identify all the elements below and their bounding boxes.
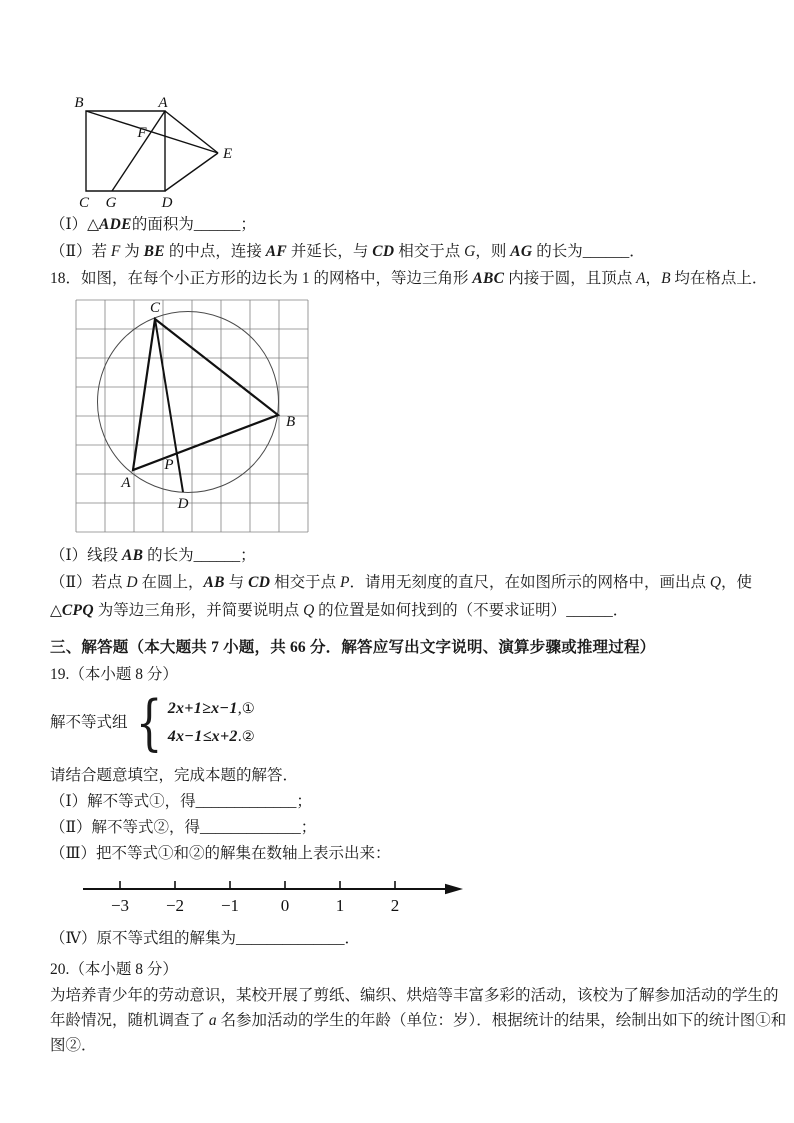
text-segment: ______________ <box>236 930 345 947</box>
text-segment: CD <box>372 243 395 260</box>
point-label-B: B <box>286 414 296 430</box>
text-segment: ． <box>629 243 645 260</box>
q19-title: 19.（本小题 8 分） <box>50 666 178 683</box>
text-segment: 2x+1≥x−1 <box>167 700 238 717</box>
text-segment: AG <box>510 243 533 260</box>
tick-label-2: 2 <box>390 896 400 915</box>
point-label-A: A <box>121 475 131 491</box>
text-segment: （Ⅰ） <box>50 216 88 233</box>
text-segment: _____________ <box>195 793 297 810</box>
q18-part2-line2 <box>50 596 748 625</box>
text-segment: （Ⅳ）原不等式组的解集为 <box>50 930 236 947</box>
text-segment: （Ⅱ）解不等式②，得 <box>50 819 201 836</box>
tick-label-neg3: −3 <box>110 896 130 915</box>
text-segment: （Ⅰ）解不等式①，得 <box>50 793 196 810</box>
text-segment: 名参加活动的学生的年龄（单位：岁）．根据统计的结果，绘制出如下的统计图①和 <box>216 1012 787 1029</box>
triangle-abc <box>133 319 278 470</box>
text-segment: （Ⅱ）若点 <box>50 574 127 591</box>
text-segment: ______ <box>566 602 613 619</box>
axis-arrowhead <box>445 884 463 894</box>
text-segment: 的面积为 <box>131 216 194 233</box>
text-segment: . <box>237 728 242 745</box>
q19-intro: 请结合题意填空，完成本题的解答． <box>50 767 299 784</box>
text-segment: 的中点，连接 <box>164 243 266 260</box>
text-segment: 4x−1≤x+2 <box>167 728 238 745</box>
text-segment: ； <box>296 793 312 810</box>
q18-part2-line1 <box>50 569 753 596</box>
q20-title: 20.（本小题 8 分） <box>50 961 178 978</box>
text-segment: ______ <box>582 243 630 260</box>
inequality-2 <box>168 724 255 750</box>
text-segment: 相交于点 <box>270 574 340 591</box>
q19-part4 <box>50 925 748 952</box>
q20-text-line2 <box>50 1008 787 1033</box>
text-segment: B <box>661 270 671 287</box>
text-segment: （Ⅲ）把不等式①和②的解集在数轴上表示出来： <box>50 845 391 862</box>
tick-label-neg1: −1 <box>220 896 240 915</box>
point-label-B: B <box>74 95 84 111</box>
system-brace: { <box>135 688 162 758</box>
text-segment: 与 <box>224 574 249 591</box>
text-segment: ______ <box>193 547 241 564</box>
inequality-equations <box>168 696 255 750</box>
point-label-C: C <box>149 300 161 316</box>
text-segment: Q <box>303 602 315 619</box>
q19-part1 <box>50 789 748 815</box>
text-segment: 内接于圆，且顶点 <box>504 270 637 287</box>
text-segment: 在圆上， <box>137 574 204 591</box>
point-label-P: P <box>164 457 174 473</box>
text-segment: 为等边三角形，并简要说明点 <box>93 602 304 619</box>
figure-18-grid <box>62 296 318 536</box>
text-segment: ； <box>240 216 256 233</box>
number-line <box>83 871 503 917</box>
text-segment: BE <box>143 243 165 260</box>
text-segment: ① <box>241 701 255 717</box>
text-segment: a <box>208 1012 217 1029</box>
q17-part1 <box>50 211 748 238</box>
point-label-A: A <box>158 95 168 111</box>
text-segment: ，使 <box>721 574 753 591</box>
section3-heading: 三、解答题（本大题共 7 小题，共 66 分．解答应写出文字说明、演算步骤或推理过程） <box>50 639 656 656</box>
q20-text-line3 <box>50 1033 748 1058</box>
text-segment: 为 <box>120 243 144 260</box>
tick-label-0: 0 <box>280 896 290 915</box>
tick-label-neg2: −2 <box>165 896 185 915</box>
text-segment: 的长为 <box>143 547 194 564</box>
text-segment: 18．如图，在每个小正方形的边长为 1 的网格中，等边三角形 <box>50 270 473 287</box>
text-segment: ，则 <box>475 243 511 260</box>
q18-stem <box>50 265 768 292</box>
text-segment: ② <box>241 729 255 745</box>
text-segment: P <box>339 574 350 591</box>
point-label-D: D <box>161 195 173 211</box>
text-segment: 相交于点 <box>394 243 465 260</box>
text-segment: △ <box>50 602 62 619</box>
text-segment: （Ⅱ）若 <box>50 243 111 260</box>
text-segment: CD <box>248 574 271 591</box>
text-segment: CPQ <box>61 602 94 619</box>
q19-part2 <box>50 815 748 841</box>
text-segment: 的长为 <box>532 243 583 260</box>
text-segment: 均在格点上． <box>670 270 768 287</box>
q19-part3 <box>50 841 748 867</box>
text-segment: 并延长，与 <box>286 243 373 260</box>
q18-part1 <box>50 542 748 569</box>
text-segment: 的位置是如何找到的（不要求证明） <box>314 602 567 619</box>
text-segment: _____________ <box>200 819 301 836</box>
inequality-system <box>50 688 748 758</box>
text-segment: ； <box>240 547 256 564</box>
text-segment: AB <box>203 574 225 591</box>
q20-text-line1 <box>50 983 779 1008</box>
text-segment: ， <box>645 270 662 287</box>
text-segment: Q <box>709 574 722 591</box>
point-label-E: E <box>223 146 233 162</box>
text-segment: 图②． <box>50 1037 97 1054</box>
circumcircle <box>98 312 279 493</box>
axis-ticks <box>120 881 395 889</box>
text-segment: ADE <box>99 216 132 233</box>
text-segment: ABC <box>472 270 505 287</box>
text-segment: F <box>110 243 121 260</box>
point-label-G: G <box>105 195 117 211</box>
text-segment: ． <box>612 602 629 619</box>
text-segment: △ <box>87 216 100 233</box>
tick-label-1: 1 <box>335 896 345 915</box>
inequality-1 <box>168 696 255 722</box>
text-segment: A <box>636 270 646 287</box>
text-segment: ； <box>300 819 317 836</box>
figure-17-lines <box>86 111 218 191</box>
text-segment: 年龄情况，随机调查了 <box>50 1012 209 1029</box>
inequality-lead: 解不等式组 <box>50 714 128 731</box>
text-segment: D <box>126 574 138 591</box>
point-label-D: D <box>177 496 189 512</box>
text-segment: AF <box>265 243 287 260</box>
text-segment: ______ <box>193 216 241 233</box>
point-label-C: C <box>78 195 90 211</box>
text-segment: ．请用无刻度的直尺，在如图所示的网格中，画出点 <box>349 574 710 591</box>
figure-17-square <box>60 93 290 211</box>
text-segment: （Ⅰ）线段 <box>50 547 122 564</box>
text-segment: ． <box>344 930 361 947</box>
text-segment: , <box>237 700 242 717</box>
text-segment: G <box>464 243 476 260</box>
text-segment: AB <box>122 547 144 564</box>
q17-part2 <box>50 238 748 265</box>
text-segment: 为培养青少年的劳动意识，某校开展了剪纸、编织、烘焙等丰富多彩的活动，该校为了解参加活动的学生的 <box>50 987 779 1004</box>
point-label-F: F <box>137 125 147 141</box>
